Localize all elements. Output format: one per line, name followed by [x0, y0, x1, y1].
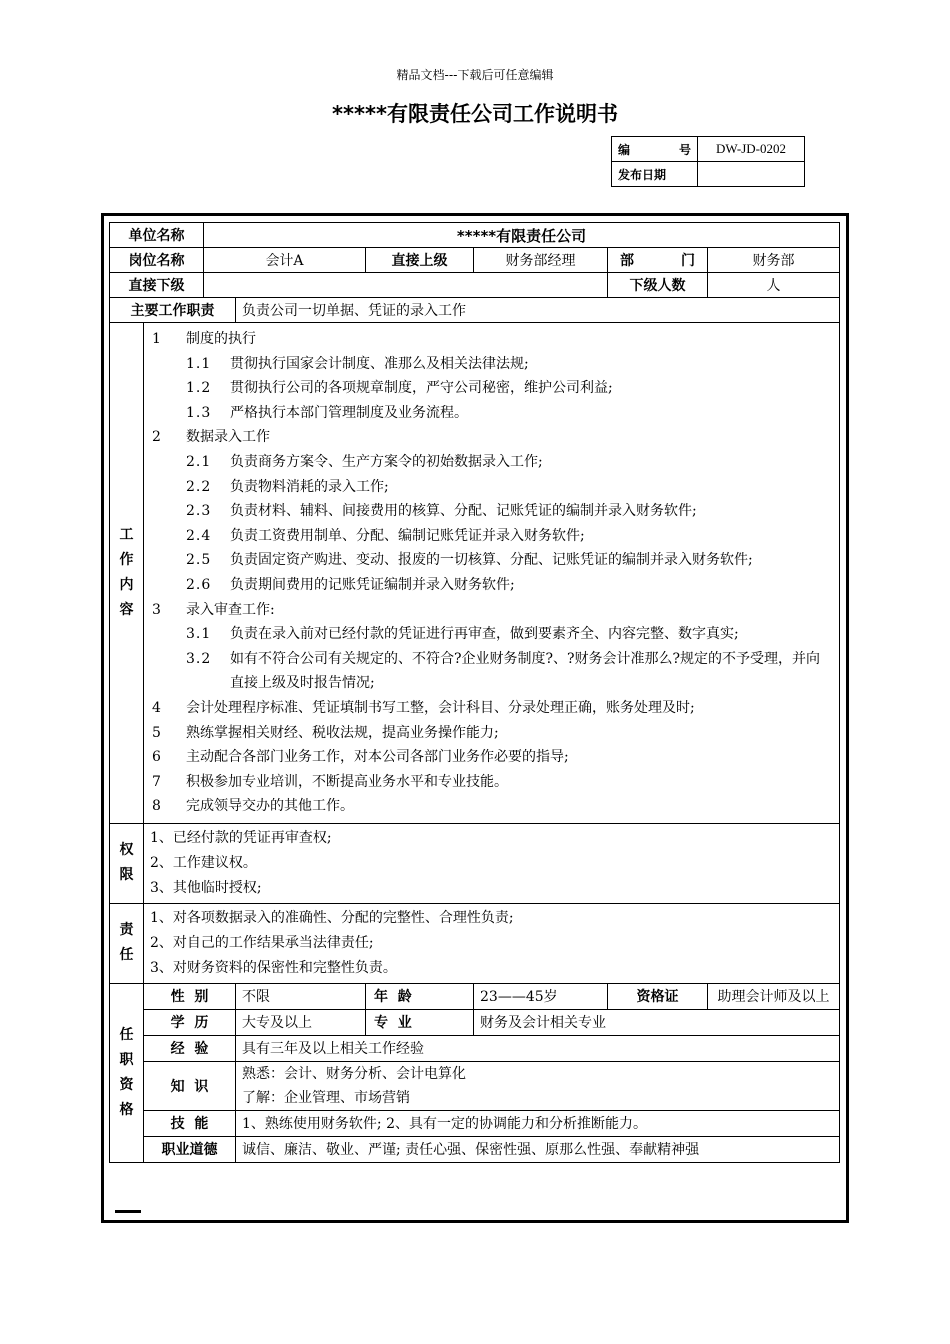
subordinate-value — [204, 273, 608, 298]
work-item — [152, 721, 833, 746]
superior-value: 财务部经理 — [474, 248, 608, 273]
authority-label: 权 限 — [110, 823, 144, 903]
experience-label: 经 验 — [144, 1035, 236, 1061]
work-subitem-number: 3.1 — [186, 626, 212, 643]
work-subitem — [152, 352, 833, 377]
knowledge-value — [236, 1061, 840, 1110]
date-value — [698, 162, 805, 187]
work-subitem-number: 1.3 — [186, 404, 212, 421]
main-duty-value: 负责公司一切单据、凭证的录入工作 — [236, 298, 840, 323]
work-subitem-text: 负责在录入前对已经付款的凭证进行再审查，做到要素齐全、内容完整、数字真实; — [230, 626, 739, 643]
work-subitem — [152, 548, 833, 573]
gender-value: 不限 — [236, 983, 366, 1009]
work-subitem-number: 2.6 — [186, 576, 212, 593]
work-subitem-text: 负责材料、辅料、间接费用的核算、分配、记账凭证的编制并录入财务软件; — [230, 503, 697, 520]
qualification-label: 任 职 资 格 — [110, 983, 144, 1162]
work-item-text: 主动配合各部门业务工作，对本公司各部门业务作必要的指导; — [186, 749, 569, 766]
work-subitem-number: 2.5 — [186, 552, 212, 569]
work-subitem-text: 负责期间费用的记账凭证编制并录入财务软件; — [230, 576, 515, 593]
post-label: 岗位名称 — [110, 248, 204, 273]
work-subitem-number: 1.1 — [186, 355, 212, 372]
work-subitem-text: 贯彻执行国家会计制度、准那么及相关法律法规; — [230, 355, 529, 372]
subordinate-count-value: 人 — [708, 273, 840, 298]
ethics-label: 职业道德 — [144, 1136, 236, 1162]
work-subitem-text: 负责商务方案令、生产方案令的初始数据录入工作; — [230, 453, 543, 470]
superior-label: 直接上级 — [366, 248, 474, 273]
work-item — [152, 327, 833, 352]
work-item-number: 2 — [152, 429, 161, 446]
responsibility-item: 1、对各项数据录入的准确性、分配的完整性、合理性负责; — [150, 909, 514, 926]
post-value: 会计A — [204, 248, 366, 273]
education-value: 大专及以上 — [236, 1009, 366, 1035]
work-item-text: 录入审查工作: — [186, 601, 275, 618]
work-item — [152, 696, 833, 721]
work-subitem-number: 3.2 — [186, 650, 212, 667]
knowledge-line: 了解：企业管理、市场营销 — [242, 1089, 410, 1106]
work-subitem — [152, 450, 833, 475]
work-subitem — [152, 376, 833, 401]
authority-list — [144, 823, 840, 903]
authority-item: 2、工作建议权。 — [150, 854, 257, 871]
unit-label: 单位名称 — [110, 223, 204, 248]
work-subitem — [152, 573, 833, 598]
number-label: 编 号 — [612, 137, 698, 162]
work-subitem-text: 负责工资费用制单、分配、编制记账凭证并录入财务软件; — [230, 527, 585, 544]
work-item — [152, 794, 833, 819]
certificate-label: 资格证 — [608, 983, 708, 1009]
responsibility-item: 2、对自己的工作结果承当法律责任; — [150, 934, 374, 951]
work-subitem-number: 2.3 — [186, 503, 212, 520]
work-subitem — [152, 499, 833, 524]
work-subitem — [152, 475, 833, 500]
work-item-number: 8 — [152, 798, 161, 815]
bottom-rule — [115, 1210, 141, 1213]
work-item-text: 积极参加专业培训，不断提高业务水平和专业技能。 — [186, 773, 508, 790]
work-item — [152, 598, 833, 623]
work-content-label: 工 作 内 容 — [110, 323, 144, 824]
work-subitem-number: 2.2 — [186, 478, 212, 495]
skill-value: 1、熟练使用财务软件; 2、具有一定的协调能力和分析推断能力。 — [236, 1110, 840, 1136]
work-subitem-text: 如有不符合公司有关规定的、不符合?企业财务制度?、?财务会计准那么?规定的不予受理，并向直接上级及时报告情况; — [230, 650, 821, 692]
work-item — [152, 745, 833, 770]
education-label: 学 历 — [144, 1009, 236, 1035]
unit-value: *****有限责任公司 — [204, 223, 840, 248]
job-description-table — [109, 222, 840, 1163]
work-item-number: 5 — [152, 724, 161, 741]
header-note: 精品文档---下载后可任意编辑 — [396, 68, 554, 82]
gender-label: 性 别 — [144, 983, 236, 1009]
work-item-text: 数据录入工作 — [186, 429, 270, 446]
work-subitem-text: 严格执行本部门管理制度及业务流程。 — [230, 404, 468, 421]
work-subitem-text: 负责物料消耗的录入工作; — [230, 478, 389, 495]
work-item — [152, 770, 833, 795]
authority-item: 1、已经付款的凭证再审查权; — [150, 829, 332, 846]
knowledge-line: 熟悉：会计、财务分析、会计电算化 — [242, 1065, 466, 1082]
subordinate-label: 直接下级 — [110, 273, 204, 298]
work-subitem — [152, 622, 833, 647]
work-item-number: 6 — [152, 749, 161, 766]
work-subitem-number: 1.2 — [186, 380, 212, 397]
document-meta-table — [611, 136, 805, 187]
date-label: 发布日期 — [612, 162, 698, 187]
major-label: 专 业 — [366, 1009, 474, 1035]
responsibility-label: 责 任 — [110, 903, 144, 983]
document-title: *****有限责任公司工作说明书 — [332, 102, 618, 126]
responsibility-item: 3、对财务资料的保密性和完整性负责。 — [150, 959, 397, 976]
work-subitem — [152, 647, 833, 696]
work-subitem-number: 2.4 — [186, 527, 212, 544]
work-item-text: 制度的执行 — [186, 331, 256, 347]
work-item-number: 4 — [152, 699, 161, 716]
department-label: 部 门 — [608, 248, 708, 273]
certificate-value: 助理会计师及以上 — [708, 983, 840, 1009]
main-duty-label: 主要工作职责 — [110, 298, 236, 323]
ethics-value: 诚信、廉洁、敬业、严谨; 责任心强、保密性强、原那么性强、奉献精神强 — [236, 1136, 840, 1162]
work-item-number: 7 — [152, 773, 161, 790]
work-item-number: 1 — [152, 331, 161, 347]
work-item-number: 3 — [152, 601, 161, 618]
department-value: 财务部 — [708, 248, 840, 273]
major-value: 财务及会计相关专业 — [474, 1009, 840, 1035]
work-subitem-text: 贯彻执行公司的各项规章制度，严守公司秘密，维护公司利益; — [230, 380, 613, 397]
work-subitem — [152, 401, 833, 426]
work-item-text: 熟练掌握相关财经、税收法规，提高业务操作能力; — [186, 724, 499, 741]
knowledge-label: 知 识 — [144, 1061, 236, 1110]
work-subitem — [152, 524, 833, 549]
work-item-text: 完成领导交办的其他工作。 — [186, 798, 354, 815]
responsibility-list — [144, 903, 840, 983]
age-label: 年 龄 — [366, 983, 474, 1009]
experience-value: 具有三年及以上相关工作经验 — [236, 1035, 840, 1061]
skill-label: 技 能 — [144, 1110, 236, 1136]
work-item — [152, 425, 833, 450]
work-item-text: 会计处理程序标准、凭证填制书写工整，会计科目、分录处理正确，账务处理及时; — [186, 699, 695, 716]
work-content-list — [144, 323, 840, 824]
subordinate-count-label: 下级人数 — [608, 273, 708, 298]
authority-item: 3、其他临时授权; — [150, 879, 262, 896]
number-value: DW-JD-0202 — [698, 137, 805, 162]
work-subitem-text: 负责固定资产购进、变动、报废的一切核算、分配、记账凭证的编制并录入财务软件; — [230, 552, 753, 569]
work-subitem-number: 2.1 — [186, 453, 212, 470]
age-value: 23——45岁 — [474, 983, 608, 1009]
